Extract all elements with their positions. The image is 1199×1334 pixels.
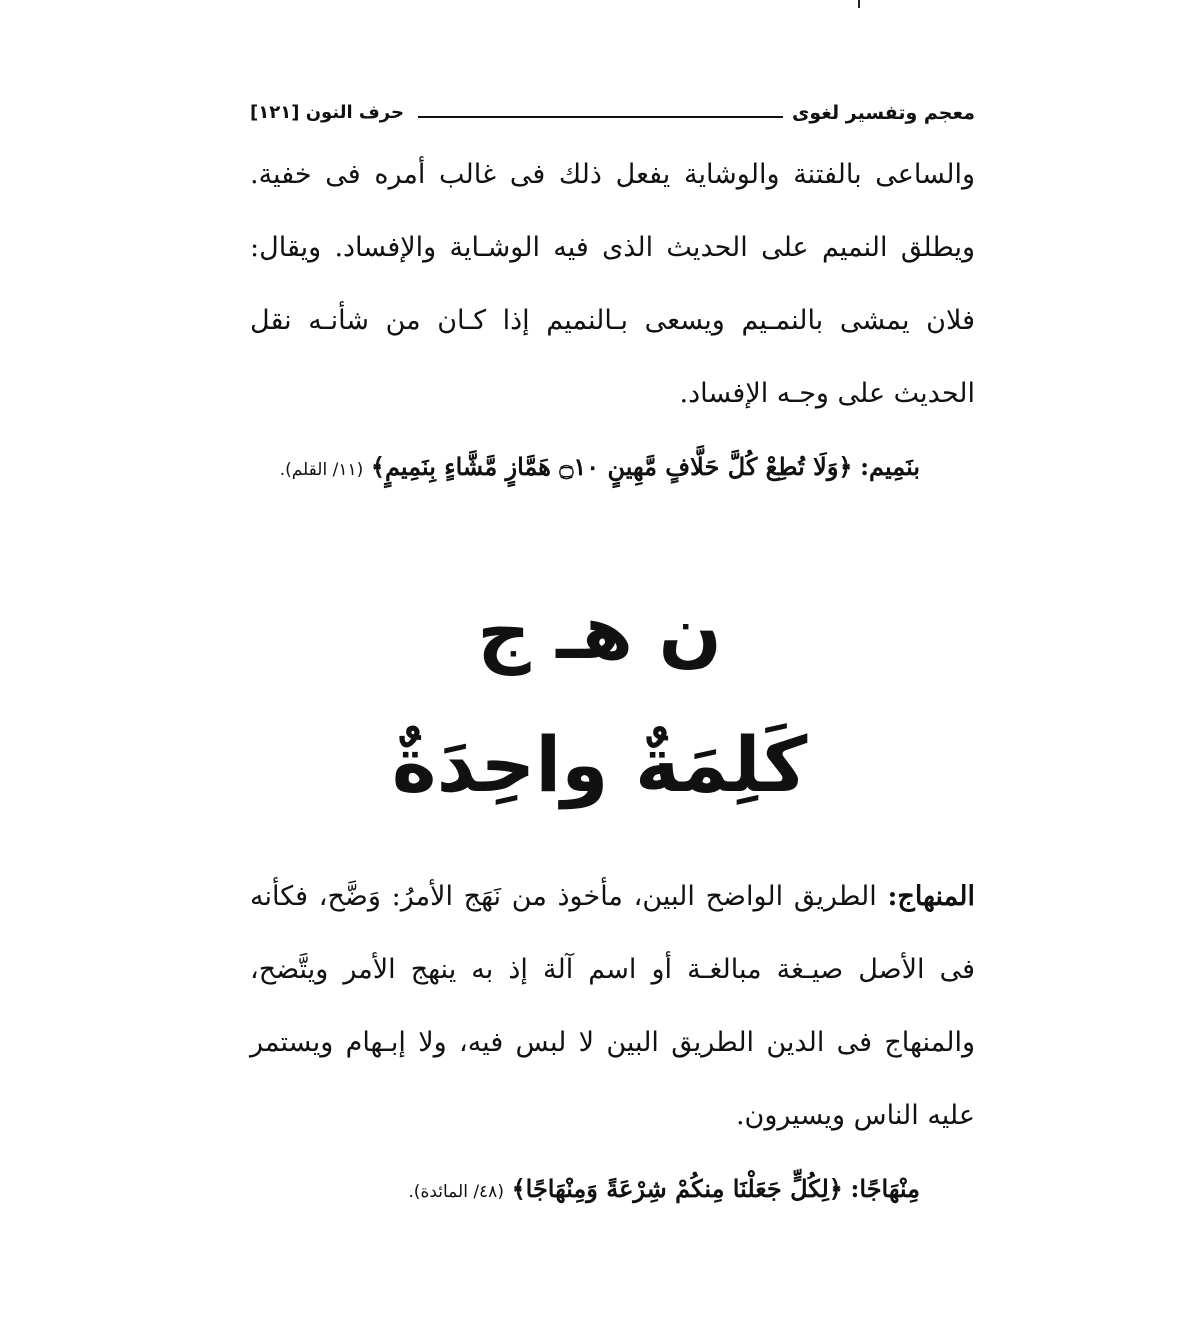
phrase-heading: كَلِمَةٌ واحِدَةٌ (391, 720, 808, 809)
ayah-text: ﴿لِكُلٍّ جَعَلْنَا مِنكُمْ شِرْعَةً وَمِنْهَاجًا﴾ (511, 1174, 843, 1203)
ayah-reference: (٤٨/ المائدة). (408, 1182, 504, 1202)
header-rule (418, 116, 783, 118)
entry-term: المنهاج: (887, 881, 975, 912)
entry-2-ayah (250, 1174, 920, 1203)
ayah-term: مِنْهَاجًا: (850, 1174, 920, 1203)
entry-definition: الطريق الواضح البين، مأخوذ من نَهَج الأمرُ: وَضَّح، فكأنه فى الأصل صيـغة مبالغـة أو اسم آلة إذ به ينهج الأمر ويتَّضح، والمنهاج فى الدين الطريق البين لا لبس فيه، ولا إبـهام ويستمر عليه الناس ويسيرون. (250, 881, 975, 1131)
header-title: معجم وتفسير لغوى (791, 102, 975, 124)
entry-1-paragraph: والساعى بالفتنة والوشاية يفعل ذلك فى غالب أمره فى خفية. ويطلق النميم على الحديث الذى فيه الوشـاية والإفساد. ويقال: فلان يمشى بالنمـيم ويسعى بـالنميم إذا كـان من شأنـه نقل الحديث على وجـه الإفساد. (250, 159, 975, 409)
entry-2-paragraph (250, 860, 975, 1152)
ayah-reference: (١١/ القلم). (279, 460, 364, 480)
entry-1-ayah (250, 452, 920, 481)
root-heading: ن هـ ج (477, 590, 722, 676)
header-section: حرف النون [١٢١] (250, 102, 404, 123)
scan-edge-mark (858, 0, 860, 8)
running-header (250, 100, 975, 130)
ayah-term: بنَمِيم: (860, 452, 920, 481)
ayah-text: ﴿وَلَا تُطِعْ كُلَّ حَلَّافٍ مَّهِينٍ ۝١٠ هَمَّازٍ مَّشَّاءٍ بِنَمِيمٍ﴾ (370, 452, 853, 481)
